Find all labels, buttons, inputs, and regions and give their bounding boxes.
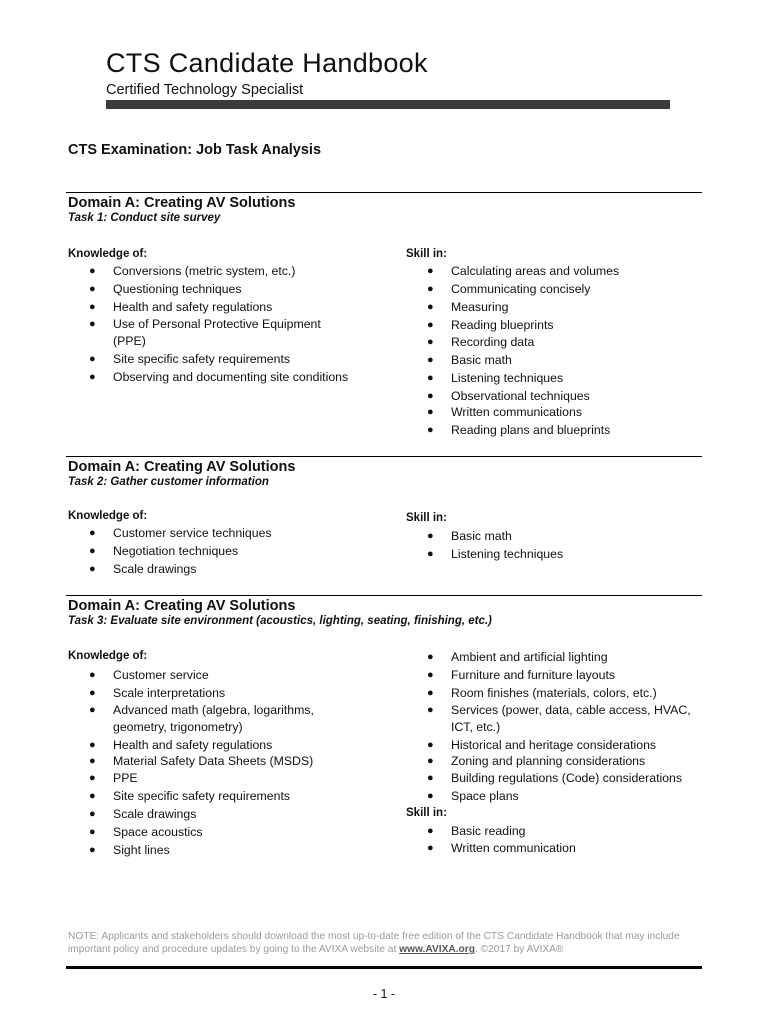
bullet-icon: ●	[89, 301, 96, 313]
bullet-icon: ●	[89, 563, 96, 575]
bullet-icon: ●	[427, 406, 434, 418]
bullet-icon: ●	[427, 825, 434, 837]
bullet-icon: ●	[427, 772, 434, 784]
domain-title: Domain A: Creating AV Solutions	[68, 195, 296, 211]
bullet-icon: ●	[427, 548, 434, 560]
skill-label: Skill in:	[406, 512, 447, 524]
bullet-icon: ●	[89, 704, 96, 716]
footer-rule	[66, 966, 702, 969]
bullet-icon: ●	[427, 283, 434, 295]
bullet-icon: ●	[427, 790, 434, 802]
bullet-icon: ●	[427, 336, 434, 348]
section-divider	[66, 595, 702, 596]
bullet-icon: ●	[89, 318, 96, 330]
bullet-icon: ●	[89, 669, 96, 681]
domain-title: Domain A: Creating AV Solutions	[68, 459, 296, 475]
task-title: Task 2: Gather customer information	[68, 476, 269, 488]
bullet-icon: ●	[427, 265, 434, 277]
skill-label: Skill in:	[406, 807, 447, 819]
footer-note	[68, 930, 708, 956]
section-divider	[66, 192, 702, 193]
section-heading: CTS Examination: Job Task Analysis	[68, 142, 322, 158]
bullet-icon: ●	[89, 844, 96, 856]
handbook-page: CTS Candidate Handbook Certified Technology Specialist CTS Examination: Job Task Analysis Domain A: Creating AV Solutions Task 1: Conduct site survey Knowledge of: ● Conversions (metric system, etc.) ● Questioning techniques ● Health and safety regulations ● Use of Personal Protective Equipment (PPE) ● Site specific safety requirements ● Observing and documenting site conditions Skill in: ● Calculating areas and volumes ● Communicating concisely ● Measuring ● Reading blueprints ● Recording data ● Basic math ● Listening techniques ● Observational techniques ● Written communications ● Reading plans and blueprints Domain A: Creating AV Solutions Task 2: Gather customer information Knowledge of: ● Customer service techniques ● Negotiation techniques ● Scale drawings Skill in: ● Basic math ● Listening techniques Domain A: Creating AV Solutions Task 3: Evaluate site environment (acoustics, lighting, seating, finishing, etc.) Knowledge of: ● Customer service ● Scale interpretations ● Advanced math (algebra, logarithms, geometry, trigonometry) ● Health and safety regulations ● Material Safety Data Sheets (MSDS) ● PPE ● Site specific safety requirements ● Scale drawings ● Space acoustics ● Sight lines ● Ambient and artificial lighting ● Furniture and furniture layouts ● Room finishes (materials, colors, etc.) ● Services (power, data, cable access, HVAC, ICT, etc.) ● Historical and heritage considerations ● Zoning and planning considerations ● Building regulations (Code) considerations ● Space plans Skill in: ● Basic reading ● Written communication NOTE: Applicants and stakeholders should download the most up-to-date free edition of the CTS Candidate Handbook that may include important policy and procedure updates by going to the AVIXA website at www.AVIXA.org. ©2017 by AVIXA® - 1 -	[0, 0, 768, 1024]
bullet-icon: ●	[427, 739, 434, 751]
bullet-icon: ●	[89, 755, 96, 767]
knowledge-label: Knowledge of:	[68, 248, 148, 260]
bullet-icon: ●	[89, 371, 96, 383]
bullet-icon: ●	[427, 755, 434, 767]
section-divider	[66, 456, 702, 457]
footer-note-line-2: important policy and procedure updates by going to the AVIXA website at www.AVIXA.org. ©2017 by AVIXA®	[68, 944, 564, 955]
task-title: Task 1: Conduct site survey	[68, 212, 221, 224]
bullet-icon: ●	[89, 265, 96, 277]
bullet-icon: ●	[89, 808, 96, 820]
bullet-icon: ●	[427, 301, 434, 313]
bullet-icon: ●	[89, 283, 96, 295]
avixa-website-link[interactable]: www.AVIXA.org	[399, 944, 475, 955]
bullet-icon: ●	[427, 354, 434, 366]
bullet-icon: ●	[427, 372, 434, 384]
bullet-icon: ●	[427, 390, 434, 402]
bullet-icon: ●	[427, 530, 434, 542]
knowledge-label: Knowledge of:	[68, 650, 148, 662]
bullet-icon: ●	[89, 545, 96, 557]
footer-note-line-1: NOTE: Applicants and stakeholders should download the most up-to-date free edition of the CTS Candidate Handbook that may include	[68, 931, 680, 942]
bullet-icon: ●	[427, 669, 434, 681]
bullet-icon: ●	[89, 826, 96, 838]
knowledge-label: Knowledge of:	[68, 510, 148, 522]
bullet-icon: ●	[427, 704, 434, 716]
bullet-icon: ●	[89, 790, 96, 802]
skill-label: Skill in:	[406, 248, 447, 260]
bullet-icon: ●	[89, 739, 96, 751]
bullet-icon: ●	[89, 353, 96, 365]
bullet-icon: ●	[89, 687, 96, 699]
bullet-icon: ●	[427, 424, 434, 436]
bullet-icon: ●	[427, 651, 434, 663]
bullet-icon: ●	[89, 772, 96, 784]
header-bar	[106, 100, 670, 109]
domain-title: Domain A: Creating AV Solutions	[68, 598, 296, 614]
task-title: Task 3: Evaluate site environment (acoustics, lighting, seating, finishing, etc.)	[68, 615, 492, 627]
bullet-icon: ●	[427, 842, 434, 854]
bullet-icon: ●	[89, 527, 96, 539]
document-title: CTS Candidate Handbook	[106, 48, 428, 78]
document-subtitle: Certified Technology Specialist	[106, 82, 304, 98]
bullet-icon: ●	[427, 687, 434, 699]
bullet-icon: ●	[427, 319, 434, 331]
page-number: - 1 -	[372, 987, 396, 1001]
